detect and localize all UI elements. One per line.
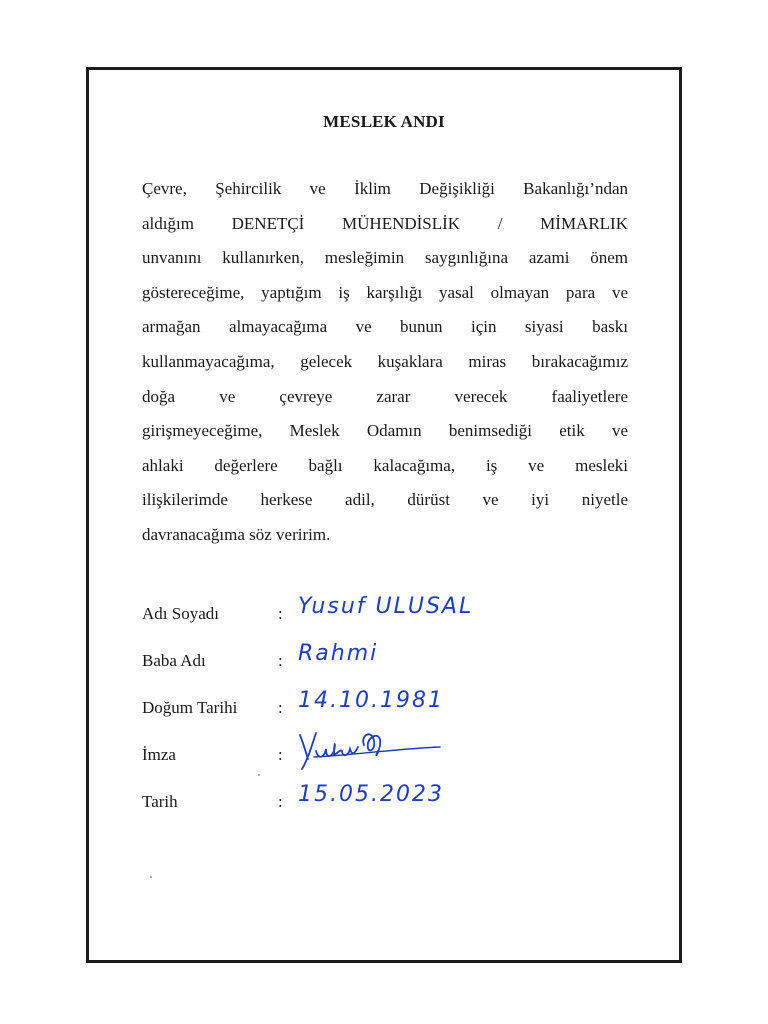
oath-line: davranacağıma söz veririm. bbox=[142, 524, 331, 544]
birth-date-value: 14.10.1981 bbox=[298, 688, 444, 713]
father-name-label: Baba Adı bbox=[142, 651, 206, 670]
oath-line: doğa ve çevreye zarar verecek faaliyetlere bbox=[142, 386, 628, 406]
date-value: 15.05.2023 bbox=[298, 782, 444, 807]
scan-speck bbox=[258, 774, 260, 776]
father-name-colon: : bbox=[278, 651, 283, 670]
handwritten-signature bbox=[294, 725, 444, 773]
birth-date-label: Doğum Tarihi bbox=[142, 698, 238, 717]
father-name-field bbox=[142, 641, 622, 677]
father-name-value: Rahmi bbox=[298, 641, 379, 666]
name-field bbox=[142, 594, 622, 630]
oath-line: ilişkilerimde herkese adil, dürüst ve iyi niyetle bbox=[142, 490, 628, 510]
signature-field bbox=[142, 741, 622, 771]
oath-line: kullanmayacağıma, gelecek kuşaklara miras bırakacağımız bbox=[142, 351, 628, 371]
date-label: Tarih bbox=[142, 792, 178, 811]
oath-line: unvanını kullanırken, mesleğimin saygınlığına azami önem bbox=[142, 248, 628, 268]
name-label: Adı Soyadı bbox=[142, 604, 219, 623]
oath-line: armağan almayacağıma ve bunun için siyasi baskı bbox=[142, 317, 628, 337]
date-colon: : bbox=[278, 792, 283, 811]
signature-label: İmza bbox=[142, 745, 176, 764]
name-value: Yusuf ULUSAL bbox=[298, 594, 474, 619]
scan-speck bbox=[150, 876, 152, 878]
oath-line: aldığım DENETÇİ MÜHENDİSLİK / MİMARLIK bbox=[142, 213, 628, 233]
oath-line: Çevre, Şehircilik ve İklim Değişikliği Bakanlığı’ndan bbox=[142, 179, 628, 198]
oath-line: girişmeyeceğime, Meslek Odamın benimsediği etik ve bbox=[142, 421, 628, 441]
birth-date-field bbox=[142, 688, 622, 724]
oath-text bbox=[142, 172, 628, 553]
birth-date-colon: : bbox=[278, 698, 283, 717]
signature-colon: : bbox=[278, 745, 283, 764]
date-field bbox=[142, 782, 622, 818]
document-title: MESLEK ANDI bbox=[323, 112, 445, 131]
name-colon: : bbox=[278, 604, 283, 623]
oath-line: ahlaki değerlere bağlı kalacağıma, iş ve mesleki bbox=[142, 455, 628, 475]
oath-line: göstereceğime, yaptığım iş karşılığı yasal olmayan para ve bbox=[142, 282, 628, 302]
